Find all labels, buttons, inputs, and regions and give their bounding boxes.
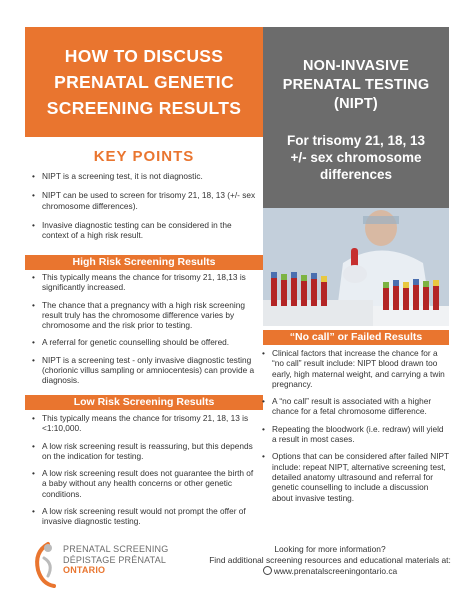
footer-url-link[interactable]: www.prenatalscreeningontario.ca (273, 566, 398, 576)
nipt-panel (263, 27, 449, 208)
logo-line-2: DÉPISTAGE PRÉNATAL (63, 554, 167, 565)
list-item: • NIPT is a screening test - only invasive diagnostic testing (chorionic villus sampling or amniocentesis) can provide a diagnosis. (32, 355, 260, 386)
key-points-list (32, 171, 260, 240)
list-item: • The chance that a pregnancy with a high risk screening result truly has the chromosome difference varies by chromosome and the risk prior to testing. (32, 300, 260, 331)
main-title (25, 27, 263, 137)
list-item: • A referral for genetic counselling should be offered. (32, 337, 260, 347)
list-item: • A low risk screening result would not prompt the offer of invasive diagnostic testing. (32, 506, 260, 527)
key-points-heading: KEY POINTS (93, 148, 195, 165)
globe-icon (263, 566, 272, 575)
nipt-sub-line-1: For trisomy 21, 18, 13 (286, 133, 426, 148)
logo-mark-icon (30, 540, 60, 590)
nipt-sub-line-3: differences (319, 167, 393, 182)
no-call-list (262, 348, 450, 503)
footer-info-line-2: Find additional screening resources and educational materials at: (209, 555, 451, 565)
nipt-subtitle (263, 132, 449, 183)
list-item: • This typically means the chance for trisomy 21, 18, 13 is <1:10,000. (32, 413, 260, 434)
list-item: • NIPT is a screening test, it is not diagnostic. (32, 171, 260, 181)
footer-info-line-1: Looking for more information? (274, 544, 386, 554)
footer-info (190, 544, 470, 577)
high-risk-list (32, 272, 260, 386)
footer-url-row (190, 566, 470, 577)
list-item: • A low risk screening result does not guarantee the birth of a baby without any health concerns or other genetic conditions. (32, 468, 260, 499)
title-line-3: SCREENING RESULTS (46, 98, 242, 118)
logo-line-1: PRENATAL SCREENING (63, 544, 169, 554)
list-item: • This typically means the chance for trisomy 21, 18,13 is significantly increased. (32, 272, 260, 293)
low-risk-list (32, 413, 260, 527)
list-item: • A low risk screening result is reassuring, but this depends on the indication for testing. (32, 441, 260, 462)
low-risk-heading: Low Risk Screening Results (25, 395, 263, 410)
nipt-title-line-1: NON-INVASIVE (302, 58, 410, 74)
nipt-title-line-2: PRENATAL TESTING (282, 77, 430, 93)
list-item: • Options that can be considered after failed NIPT include: repeat NIPT, alternative screening test, detailed anatomy ultrasound and referral for genetic counselling to include a discussion about invasive testing. (262, 451, 450, 502)
list-item: • A “no call” result is associated with a higher chance for a fetal chromosome difference. (262, 396, 450, 417)
lab-photo (263, 208, 449, 326)
footer-logo-text (63, 544, 168, 576)
logo-line-3: ONTARIO (63, 565, 106, 575)
nipt-sub-line-2: +/- sex chromosome (290, 150, 422, 165)
nipt-title-line-3: (NIPT) (334, 96, 378, 112)
no-call-heading: “No call” or Failed Results (263, 330, 449, 345)
title-line-1: HOW TO DISCUSS (64, 46, 224, 66)
list-item: • NIPT can be used to screen for trisomy 21, 18, 13 (+/- sex chromosome differences). (32, 190, 260, 211)
list-item: • Invasive diagnostic testing can be considered in the context of a high risk result. (32, 220, 260, 241)
list-item: • Clinical factors that increase the chance for a “no call” result include: NIPT blood drawn too early, high maternal weight, and carrying a twin pregnancy. (262, 348, 450, 389)
list-item: • Repeating the bloodwork (i.e. redraw) will yield a result in most cases. (262, 424, 450, 445)
nipt-title (263, 57, 449, 114)
high-risk-heading: High Risk Screening Results (25, 255, 263, 270)
title-line-2: PRENATAL GENETIC (54, 72, 234, 92)
